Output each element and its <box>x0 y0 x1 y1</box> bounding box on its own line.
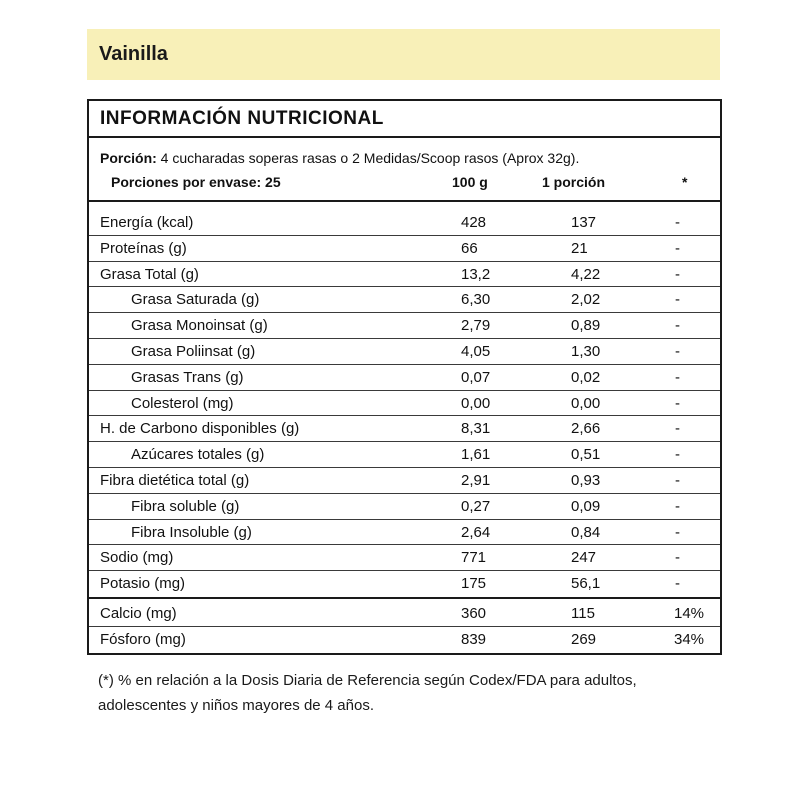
value-percent: - <box>675 214 680 231</box>
value-percent: - <box>675 265 680 283</box>
nutrient-name: Grasa Saturada (g) <box>131 291 260 309</box>
nutrient-name: Energía (kcal) <box>100 214 194 231</box>
value-percent: - <box>675 342 680 360</box>
nutrient-name: Potasio (mg) <box>100 575 186 593</box>
flavor-banner <box>87 29 720 80</box>
nutrient-name: H. de Carbono disponibles (g) <box>100 420 300 438</box>
value-100g: 8,31 <box>461 420 491 438</box>
value-100g: 6,30 <box>461 291 491 309</box>
value-100g: 4,05 <box>461 342 491 360</box>
nutrient-name: Azúcares totales (g) <box>131 446 265 464</box>
table-row <box>89 494 720 520</box>
value-portion: 247 <box>571 549 597 567</box>
portion-line <box>100 146 720 170</box>
value-percent: - <box>675 549 680 567</box>
table-row <box>89 391 720 417</box>
nutrient-name: Fósforo (mg) <box>100 630 186 648</box>
value-100g: 839 <box>461 630 487 648</box>
mineral-rows <box>89 599 720 653</box>
nutrition-table <box>87 99 722 655</box>
value-portion: 137 <box>571 214 597 231</box>
value-percent: - <box>675 575 680 593</box>
value-percent: - <box>675 368 680 386</box>
column-header-100g: 100 g <box>452 174 488 190</box>
value-portion: 0,09 <box>571 497 601 515</box>
nutrient-name: Proteínas (g) <box>100 239 187 257</box>
table-row <box>89 210 720 236</box>
value-percent: - <box>675 446 680 464</box>
value-portion: 0,51 <box>571 446 601 464</box>
value-portion: 0,84 <box>571 523 601 541</box>
table-row <box>89 601 720 627</box>
nutrient-name: Grasa Poliinsat (g) <box>131 342 256 360</box>
value-percent: - <box>675 523 680 541</box>
column-header-row <box>100 170 720 194</box>
value-percent: - <box>675 420 680 438</box>
table-row <box>89 545 720 571</box>
nutrient-name: Sodio (mg) <box>100 549 174 567</box>
nutrient-name: Grasa Monoinsat (g) <box>131 317 268 335</box>
value-100g: 1,61 <box>461 446 491 464</box>
value-100g: 175 <box>461 575 487 593</box>
table-row <box>89 442 720 468</box>
value-portion: 4,22 <box>571 265 601 283</box>
value-100g: 428 <box>461 214 487 231</box>
nutrient-rows <box>89 202 720 599</box>
value-100g: 2,79 <box>461 317 491 335</box>
value-100g: 360 <box>461 604 487 622</box>
value-100g: 771 <box>461 549 487 567</box>
serving-info <box>89 138 720 202</box>
value-percent: - <box>675 471 680 489</box>
portion-label: Porción: <box>100 150 157 166</box>
table-row <box>89 520 720 546</box>
value-percent: - <box>675 291 680 309</box>
column-header-portion: 1 porción <box>542 174 606 190</box>
column-header-percent: * <box>682 174 688 190</box>
value-100g: 0,27 <box>461 497 491 515</box>
value-portion: 21 <box>571 239 588 257</box>
flavor-title: Vainilla <box>99 43 168 65</box>
nutrient-name: Fibra soluble (g) <box>131 497 240 515</box>
value-portion: 0,89 <box>571 317 601 335</box>
value-portion: 2,02 <box>571 291 601 309</box>
table-row <box>89 627 720 653</box>
value-portion: 0,00 <box>571 394 601 412</box>
table-row <box>89 236 720 262</box>
value-portion: 269 <box>571 630 597 648</box>
table-row <box>89 262 720 288</box>
value-100g: 0,07 <box>461 368 491 386</box>
nutrient-name: Grasa Total (g) <box>100 265 199 283</box>
value-100g: 2,64 <box>461 523 491 541</box>
value-100g: 66 <box>461 239 478 257</box>
value-percent: 14% <box>674 604 705 622</box>
nutrient-name: Grasas Trans (g) <box>131 368 244 386</box>
value-portion: 0,02 <box>571 368 601 386</box>
value-100g: 0,00 <box>461 394 491 412</box>
value-percent: 34% <box>674 630 705 648</box>
value-portion: 2,66 <box>571 420 601 438</box>
nutrient-name: Colesterol (mg) <box>131 394 234 412</box>
table-row <box>89 416 720 442</box>
value-percent: - <box>675 239 680 257</box>
value-percent: - <box>675 497 680 515</box>
table-row <box>89 571 720 597</box>
table-title-text: INFORMACIÓN NUTRICIONAL <box>100 107 384 129</box>
table-row <box>89 468 720 494</box>
nutrient-name: Fibra dietética total (g) <box>100 471 250 489</box>
value-portion: 56,1 <box>571 575 601 593</box>
value-portion: 115 <box>571 604 595 622</box>
nutrient-name: Calcio (mg) <box>100 604 177 622</box>
value-100g: 13,2 <box>461 265 491 283</box>
value-percent: - <box>675 317 680 335</box>
nutrient-name: Fibra Insoluble (g) <box>131 523 252 541</box>
value-portion: 1,30 <box>571 342 601 360</box>
value-100g: 2,91 <box>461 471 491 489</box>
table-row <box>89 287 720 313</box>
servings-per-container: Porciones por envase: 25 <box>111 174 281 190</box>
table-row <box>89 313 720 339</box>
portion-value: 4 cucharadas soperas rasas o 2 Medidas/Scoop rasos (Aprox 32g). <box>156 150 580 166</box>
table-row <box>89 365 720 391</box>
table-row <box>89 339 720 365</box>
value-percent: - <box>675 394 680 412</box>
value-portion: 0,93 <box>571 471 601 489</box>
table-title <box>89 101 720 138</box>
footnote: (*) % en relación a la Dosis Diaria de Referencia según Codex/FDA para adultos, adolescentes y niños mayores de 4 años. <box>98 672 637 714</box>
